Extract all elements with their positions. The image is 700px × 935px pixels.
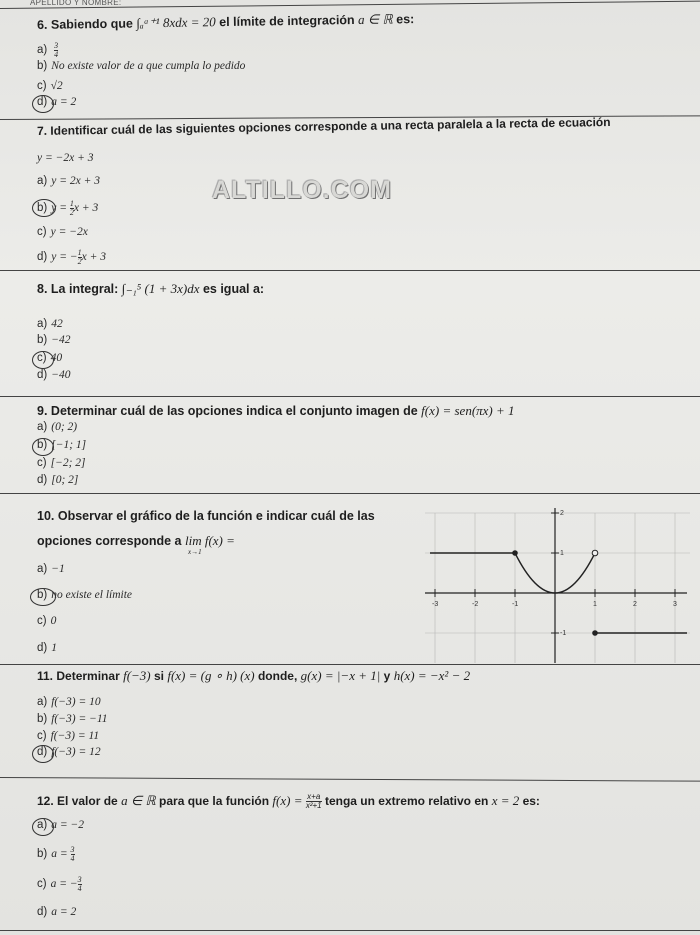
- question-9: 9. Determinar cuál de las opciones indica el conjunto imagen de f(x) = sen(πx) + 1: [37, 403, 515, 418]
- question-6: 6. Sabiendo que ∫ₐᵃ⁺¹ 8xdx = 20 el límite de integración a ∈ ℝ es:: [36, 11, 415, 32]
- divider: [0, 930, 700, 931]
- divider: [0, 396, 700, 397]
- q8-option-a[interactable]: a) 42: [37, 318, 63, 330]
- q10-option-c[interactable]: c) 0: [37, 615, 57, 627]
- q8-option-d[interactable]: d) −40: [37, 369, 71, 381]
- q12-option-b[interactable]: b) a = $\frac{3}{4}$: [37, 845, 75, 863]
- x-tick-label: 2: [633, 601, 637, 608]
- x-tick-label: -2: [472, 601, 479, 608]
- q12-option-c[interactable]: c) a = − $\frac{3}{4}$: [37, 875, 82, 893]
- divider: [0, 493, 700, 494]
- x-tick-label: -1: [512, 601, 519, 608]
- y-tick-label: -1: [560, 630, 567, 637]
- q8-option-c[interactable]: c) 40: [37, 352, 63, 364]
- q11-answer-circle: [32, 745, 54, 763]
- q10-answer-circle: [30, 588, 56, 606]
- q9-option-d[interactable]: d) [0; 2]: [37, 474, 79, 486]
- x-tick-label: -3: [432, 601, 439, 608]
- open-point: [592, 550, 598, 556]
- q7-equation: y = −2x + 3: [37, 152, 94, 164]
- divider: [0, 664, 700, 665]
- q10-option-a[interactable]: a) −1: [37, 563, 65, 575]
- q7-option-c[interactable]: c) y = −2x: [37, 226, 88, 238]
- q7-answer-circle: [32, 199, 56, 217]
- q8-option-b[interactable]: b) −42: [37, 334, 71, 346]
- q12-answer-circle: [32, 818, 54, 836]
- x-tick-label: 1: [593, 601, 597, 608]
- q9-option-b[interactable]: b) [−1; 1]: [37, 439, 87, 451]
- q11-option-a[interactable]: a) f(−3) = 10: [37, 696, 101, 708]
- q11-option-b[interactable]: b) f(−3) = −11: [37, 713, 108, 725]
- name-field-label: APELLIDO Y NOMBRE:: [30, 0, 122, 7]
- q12-option-a[interactable]: a) a = −2: [37, 819, 85, 831]
- question-11: 11. Determinar f(−3) si f(x) = (g ∘ h) (x) donde, g(x) = |−x + 1| y h(x) = −x² − 2: [37, 668, 471, 683]
- question-10-line2: opciones corresponde a lim f(x) =: [37, 533, 235, 548]
- x-tick-label: 3: [673, 601, 677, 608]
- q7-option-b[interactable]: b) y = $\frac{1}{2}$ x + 3: [37, 199, 99, 217]
- divider: [0, 777, 700, 782]
- q9-option-a[interactable]: a) (0; 2): [37, 421, 78, 433]
- function-graph: [425, 503, 690, 663]
- question-12: 12. El valor de a ∈ ℝ para que la función f(x) = $\frac{x+a}{\text{x²+1}}$ tenga un extremo relativo en x = 2 es:: [37, 792, 540, 811]
- q8-answer-circle: [32, 351, 54, 369]
- q11-option-d[interactable]: d) f(−3) = 12: [37, 746, 101, 758]
- q9-answer-circle: [32, 438, 54, 456]
- limit-subscript: x→1: [188, 548, 202, 556]
- q6-option-a[interactable]: a) $\frac{3}{4}$: [37, 41, 59, 59]
- q6-option-b[interactable]: b) No existe valor de a que cumpla lo pedido: [37, 60, 246, 72]
- y-tick-label: 2: [560, 510, 564, 517]
- question-7: 7. Identificar cuál de las siguientes opciones corresponde a una recta paralela a la recta de ecuación: [36, 114, 611, 138]
- q9-option-c[interactable]: c) [−2; 2]: [37, 457, 86, 469]
- q6-answer-circle: [32, 95, 54, 113]
- q6-option-d[interactable]: d) a = 2: [37, 96, 77, 108]
- q7-option-a[interactable]: a) y = 2x + 3: [37, 175, 100, 187]
- q10-option-b[interactable]: b) no existe el límite: [37, 589, 133, 601]
- q10-option-d[interactable]: d) 1: [37, 642, 57, 654]
- question-8: 8. La integral: ∫₋₁⁵ (1 + 3x)dx es igual a:: [37, 281, 265, 296]
- divider: [0, 270, 700, 271]
- q12-option-d[interactable]: d) a = 2: [37, 906, 77, 918]
- watermark: ALTILLO.COM: [212, 176, 392, 204]
- q7-option-d[interactable]: d) y = − $\frac{1}{2}$ x + 3: [37, 248, 106, 266]
- y-tick-label: 1: [560, 550, 564, 557]
- q6-option-c[interactable]: c) √2: [37, 80, 63, 92]
- q11-option-c[interactable]: c) f(−3) = 11: [37, 730, 100, 742]
- question-10: 10. Observar el gráfico de la función e indicar cuál de las: [37, 509, 375, 523]
